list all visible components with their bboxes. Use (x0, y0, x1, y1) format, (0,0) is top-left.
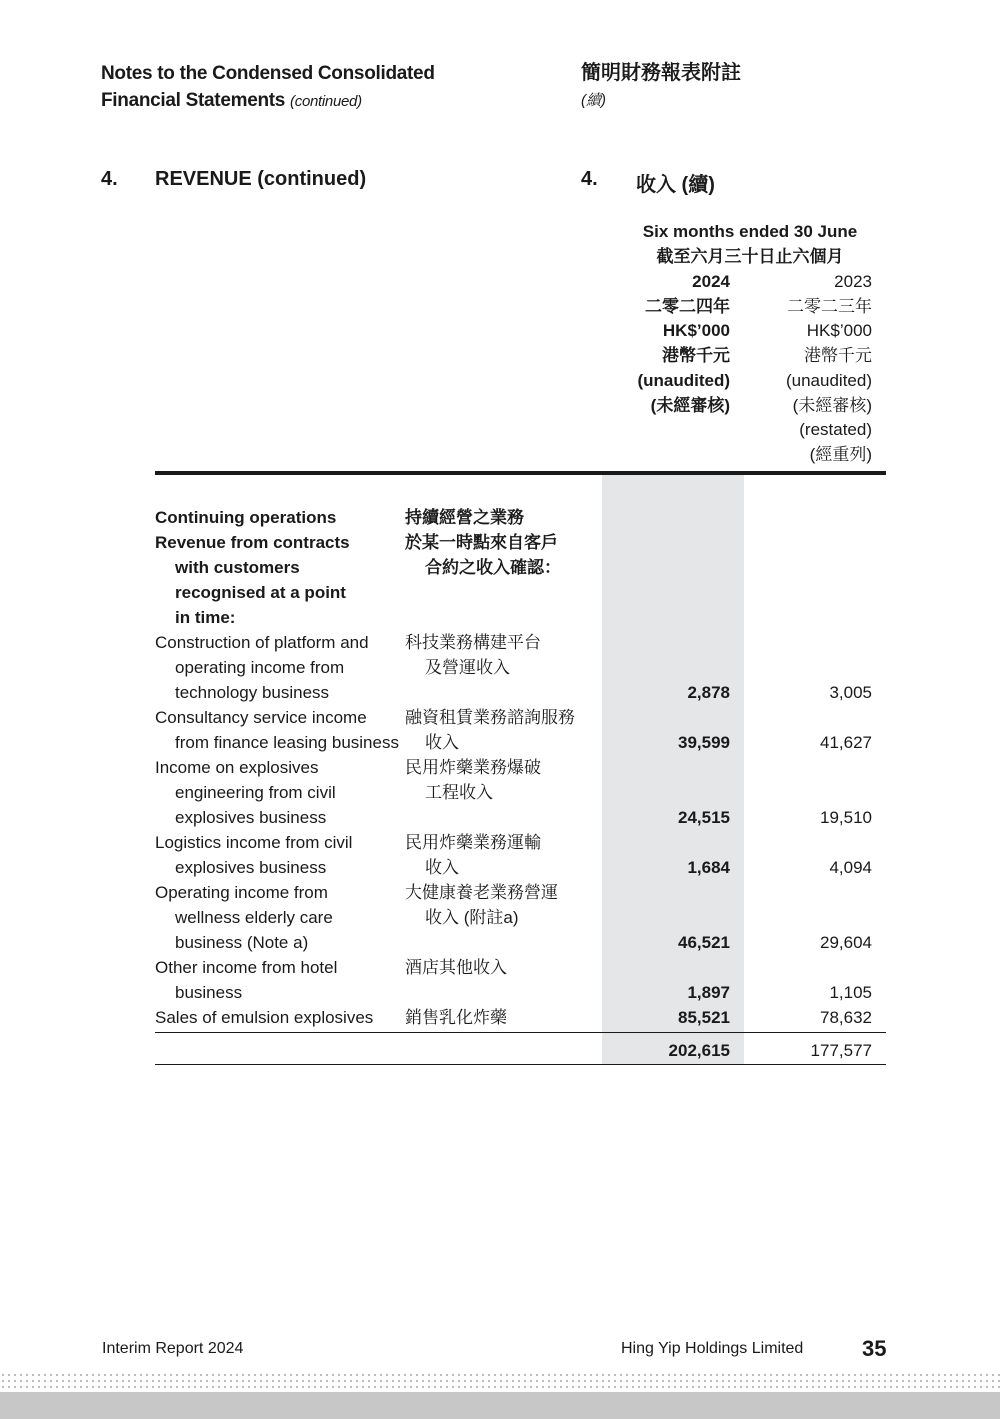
column-2024-heading: 2024 二零二四年 HK$’000 港幣千元 (unaudited) (未經審核) (637, 272, 730, 415)
total-rule (155, 1064, 886, 1065)
total-2024: 202,615 (668, 1041, 730, 1060)
row-label-zh: 民用炸藥業務運輸 (405, 833, 541, 852)
row-label-en: Operating income from (155, 883, 328, 902)
value-2024: 1,897 (687, 983, 730, 1002)
row-label-en: explosives business (175, 808, 327, 827)
footer-band (0, 1392, 1000, 1419)
row-label-en: Consultancy service income (155, 708, 367, 727)
continued-note-zh: (續) (581, 92, 606, 109)
row-label-zh: 科技業務構建平台 (405, 633, 541, 652)
value-2023: 19,510 (820, 808, 872, 827)
group-heading-zh: 合約之收入確認： (425, 558, 561, 577)
row-label-en: business (Note a) (175, 933, 309, 952)
row-label-zh: 酒店其他收入 (405, 958, 507, 977)
period-heading: Six months ended 30 June 截至六月三十日止六個月 (642, 222, 858, 266)
row-label-en: technology business (175, 683, 330, 702)
row-label-zh: 銷售乳化炸藥 (405, 1008, 507, 1027)
value-2024: 1,684 (687, 858, 730, 877)
row-label-en: explosives business (175, 858, 327, 877)
value-2024: 39,599 (678, 733, 730, 752)
value-2024: 2,878 (687, 683, 730, 702)
row-label-zh: 工程收入 (425, 783, 493, 802)
row-label-en: Construction of platform and (155, 633, 369, 652)
row-label-zh: 收入 (425, 733, 459, 752)
value-2023: 78,632 (820, 1008, 872, 1027)
row-label-en: wellness elderly care (175, 908, 333, 927)
page-number: 35 (862, 1336, 887, 1361)
group-heading-en: with customers (175, 558, 300, 577)
group-heading-zh: 持續經營之業務 (405, 508, 524, 527)
header-title-en: Notes to the Condensed Consolidated Financial Statements (continued) (101, 63, 435, 111)
row-label-en: Sales of emulsion explosives (155, 1008, 374, 1027)
section-title-zh: 收入 (續) (636, 174, 715, 196)
current-period-shading (602, 475, 744, 1064)
group-heading-zh: 於某一時點來自客戶 (405, 533, 558, 552)
continued-note-en: (continued) (290, 93, 362, 110)
header-title-zh: 簡明財務報表附註 (續) (581, 60, 741, 114)
group-heading-en: Revenue from contracts (155, 533, 350, 552)
row-label-en: from finance leasing business (175, 733, 399, 752)
row-label-en: Income on explosives (155, 758, 319, 777)
row-label-zh: 及營運收入 (425, 658, 510, 677)
subtotal-rule (155, 1032, 886, 1033)
row-label-zh: 大健康養老業務營運 (405, 883, 558, 902)
dotted-band (0, 1372, 1000, 1392)
section-number-zh: 4. (581, 168, 598, 190)
row-label-en: engineering from civil (175, 783, 336, 802)
section-title-en: REVENUE (continued) (155, 168, 367, 190)
column-2023-heading: 2023 二零二三年 HK$’000 港幣千元 (unaudited) (未經審核) (restated) (經重列) (785, 272, 872, 464)
value-2023: 3,005 (829, 683, 872, 702)
row-label-zh: 融資租賃業務諮詢服務 (405, 708, 575, 727)
row-label-en: operating income from (175, 658, 345, 677)
header-rule (155, 471, 886, 475)
value-2024: 85,521 (678, 1008, 730, 1027)
value-2023: 4,094 (829, 858, 872, 877)
total-2023: 177,577 (810, 1041, 872, 1060)
row-label-en: Other income from hotel (155, 958, 338, 977)
row-label-zh: 民用炸藥業務爆破 (405, 758, 541, 777)
row-label-zh: 收入 (附註a) (425, 908, 519, 927)
section-number-en: 4. (101, 168, 118, 190)
value-2024: 46,521 (678, 933, 730, 952)
value-2023: 1,105 (829, 983, 872, 1002)
row-label-en: Logistics income from civil (155, 833, 353, 852)
group-heading-en: in time: (175, 608, 236, 627)
company-name: Hing Yip Holdings Limited (621, 1340, 804, 1357)
value-2024: 24,515 (678, 808, 730, 827)
value-2023: 29,604 (820, 933, 872, 952)
row-label-zh: 收入 (425, 858, 459, 877)
group-heading-en: recognised at a point (175, 583, 346, 602)
report-name: Interim Report 2024 (102, 1340, 244, 1357)
group-heading-en: Continuing operations (155, 508, 337, 527)
row-label-en: business (175, 983, 243, 1002)
value-2023: 41,627 (820, 733, 872, 752)
